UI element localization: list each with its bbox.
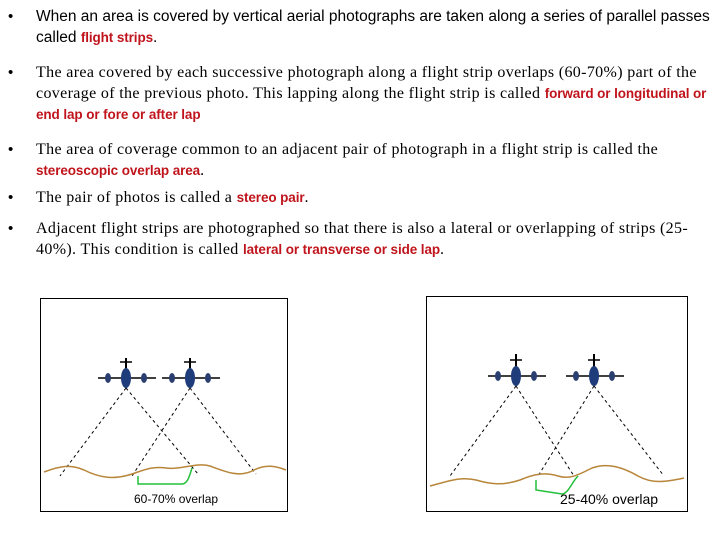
bullet-side-lap: [8, 218, 713, 260]
aircraft-icon: [98, 358, 156, 388]
bullet-icon: •: [8, 8, 14, 25]
terrain-line: [430, 466, 684, 486]
highlight-term: stereo pair: [236, 190, 305, 205]
figure-side-overlap-drawing: [426, 296, 688, 512]
figure-caption: 60-70% overlap: [134, 492, 219, 506]
figure-side-overlap: [426, 296, 688, 512]
aircraft-icon: [162, 358, 220, 388]
aircraft-icon: [566, 354, 624, 386]
field-of-view-lines: [450, 386, 664, 476]
bullet-stereoscopic-overlap: [8, 139, 713, 181]
bullet-text: The pair of photos is called a stereo pair.: [36, 189, 309, 206]
bullet-forward-lap: [8, 62, 713, 125]
bullet-flight-strips: [8, 6, 713, 48]
bullet-stereo-pair: [8, 187, 713, 208]
aircraft-icon: [488, 354, 546, 386]
terrain-line: [44, 465, 286, 478]
highlight-term: flight strips: [80, 30, 154, 45]
figure-forward-overlap-drawing: [40, 298, 288, 512]
figure-forward-overlap: [40, 298, 288, 512]
bullet-icon: •: [8, 141, 14, 158]
overlap-marker: [138, 468, 192, 484]
highlight-term: forward or longitudinal or end lap or fore or after lap: [36, 86, 707, 122]
figure-caption: 25-40% overlap: [560, 491, 659, 507]
bullet-text: The area covered by each successive photograph along a flight strip overlaps (60-70%) part of the coverage of the previous photo. This lapping along the flight strip is called forward or longitudinal or end lap or fore or after lap: [36, 64, 707, 122]
bullet-icon: •: [8, 189, 14, 206]
bullet-icon: •: [8, 220, 14, 237]
bullet-text: When an area is covered by vertical aerial photographs are taken along a series of parallel passes called flight strips.: [36, 8, 710, 46]
field-of-view-lines: [60, 388, 256, 476]
highlight-term: stereoscopic overlap area: [36, 163, 201, 178]
bullet-icon: •: [8, 64, 14, 81]
highlight-term: lateral or transverse or side lap: [242, 242, 441, 257]
bullet-text: The area of coverage common to an adjacent pair of photograph in a flight strip is called the stereoscopic overlap area.: [36, 141, 659, 179]
bullet-text: Adjacent flight strips are photographed so that there is also a lateral or overlapping of strips (25-40%). This condition is called lateral or transverse or side lap.: [36, 220, 689, 258]
